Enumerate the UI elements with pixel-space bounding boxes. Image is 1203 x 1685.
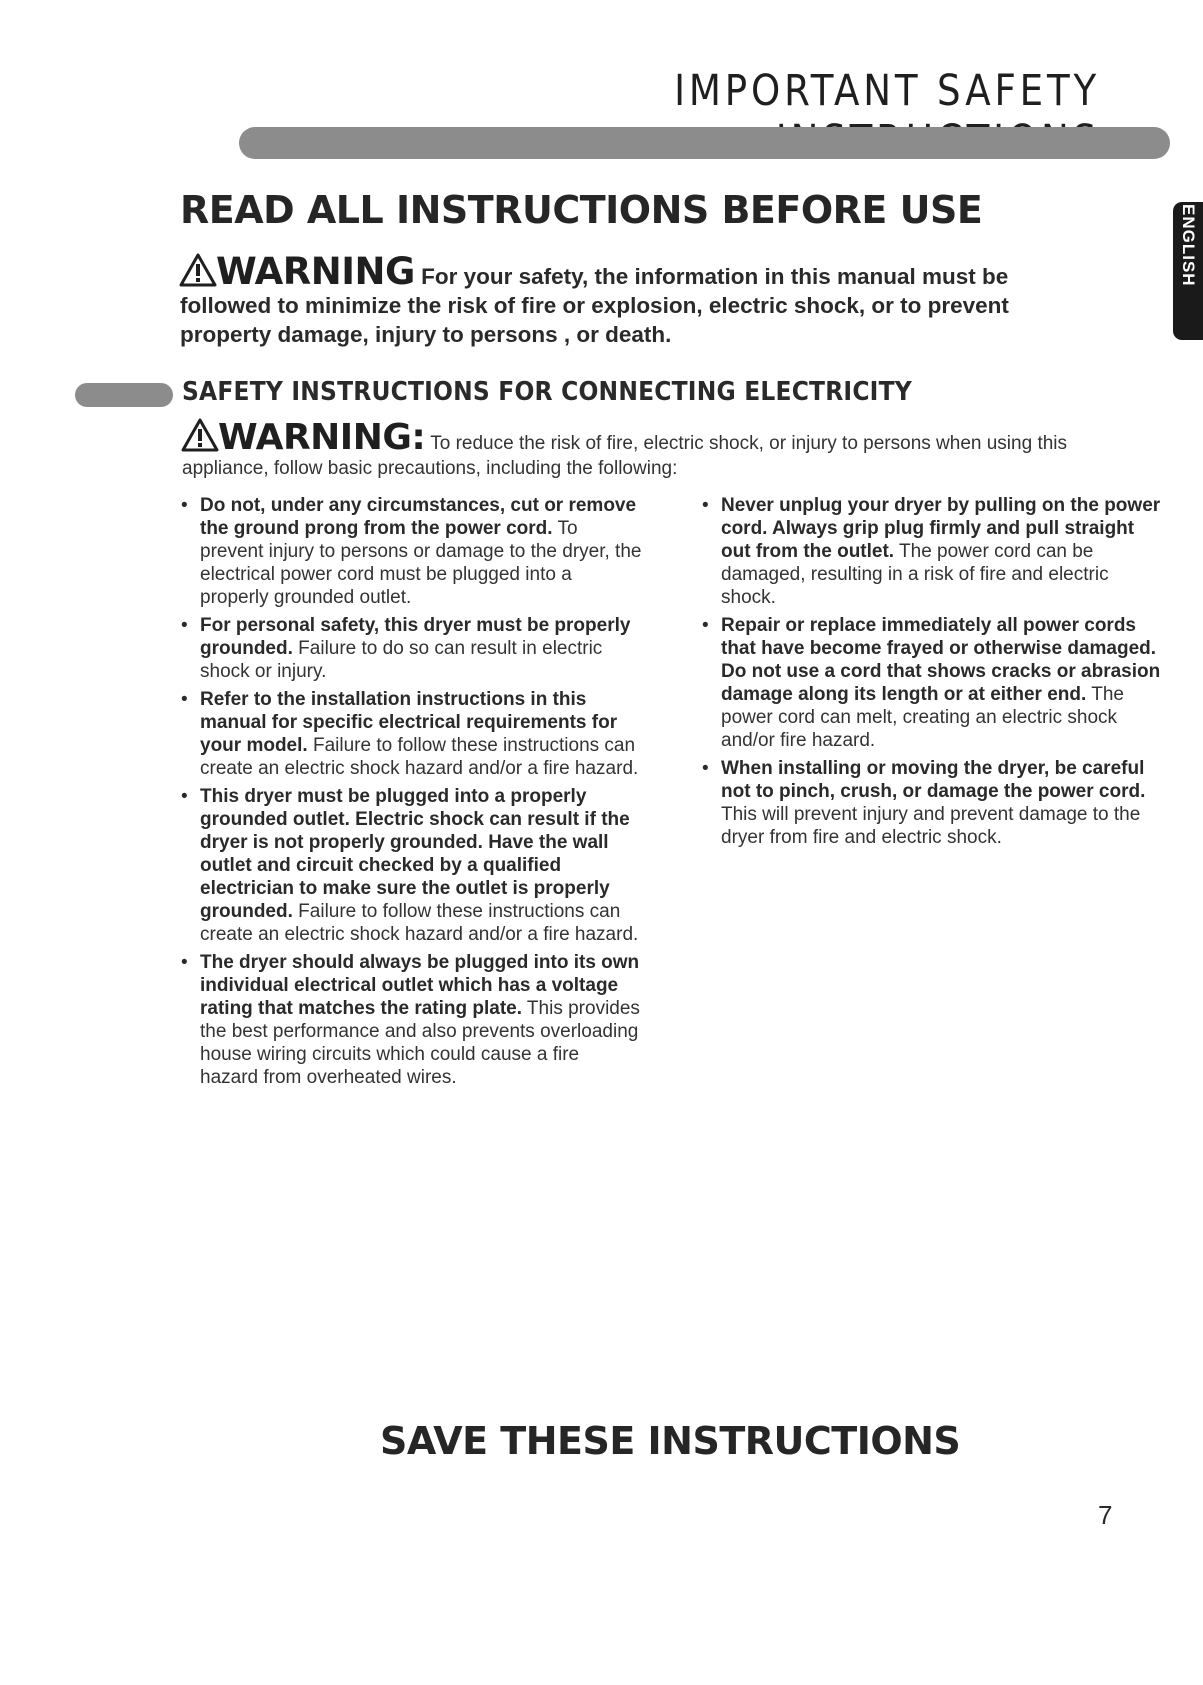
intro-warning-text: For your safety, the information in this manual must be followed to minimize the risk of fire or explosion, electric shock, or to prevent property damage, injury to persons , or death. [180, 264, 1009, 347]
header-bar [239, 127, 1170, 159]
save-instructions-heading: SAVE THESE INSTRUCTIONS [380, 1419, 961, 1463]
section-pill [75, 383, 173, 407]
warning-triangle-icon [180, 254, 216, 286]
right-instruction-list [701, 494, 1163, 854]
left-instruction-list [180, 494, 642, 1094]
list-item: • When installing or moving the dryer, be careful not to pinch, crush, or damage the power cord. This will prevent injury and prevent damage to the dryer from fire and electric shock. [701, 757, 1163, 849]
list-item: • Never unplug your dryer by pulling on the power cord. Always grip plug firmly and pull straight out from the outlet. The power cord can be damaged, resulting in a risk of fire and electric shock. [701, 494, 1163, 609]
list-item: • This dryer must be plugged into a properly grounded outlet. Electric shock can result if the dryer is not properly grounded. Have the wall outlet and circuit checked by a qualified electrician to make sure the outlet is properly grounded. Failure to follow these instructions can create an electric shock hazard and/or a fire hazard. [180, 785, 642, 946]
language-tab-label: ENGLISH [1179, 204, 1198, 287]
list-item: • Refer to the installation instructions in this manual for specific electrical requirements for your model. Failure to follow these instructions can create an electric shock hazard and/or a fire hazard. [180, 688, 642, 780]
list-item: • Do not, under any circumstances, cut or remove the ground prong from the power cord. To prevent injury to persons or damage to the dryer, the electrical power cord must be plugged into a properly grounded outlet. [180, 494, 642, 609]
list-item: • Repair or replace immediately all power cords that have become frayed or otherwise damaged. Do not use a cord that shows cracks or abrasion damage along its length or at either end. The power cord can melt, creating an electric shock and/or fire hazard. [701, 614, 1163, 752]
list-item: • For personal safety, this dryer must be properly grounded. Failure to do so can result in electric shock or injury. [180, 614, 642, 683]
warning-label: WARNING: [218, 417, 426, 458]
page-number: 7 [1098, 1500, 1113, 1530]
header-title: IMPORTANT SAFETY [674, 66, 1100, 116]
section-warning-text: To reduce the risk of fire, electric shock, or injury to persons when using this appliance, follow basic precautions, including the following: [182, 433, 1068, 479]
read-all-heading: READ ALL INSTRUCTIONS BEFORE USE [180, 188, 983, 232]
list-item: • The dryer should always be plugged into its own individual electrical outlet which has a voltage rating that matches the rating plate. This provides the best performance and also prevents overloading house wiring circuits which could cause a fire hazard from overheated wires. [180, 951, 642, 1089]
intro-warning [180, 250, 1100, 349]
warning-triangle-icon [182, 419, 218, 451]
warning-label: WARNING [216, 250, 415, 293]
section-heading: SAFETY INSTRUCTIONS FOR CONNECTING ELECTRICITY [182, 377, 912, 407]
section-warning [182, 419, 1142, 481]
language-tab [1173, 202, 1203, 340]
